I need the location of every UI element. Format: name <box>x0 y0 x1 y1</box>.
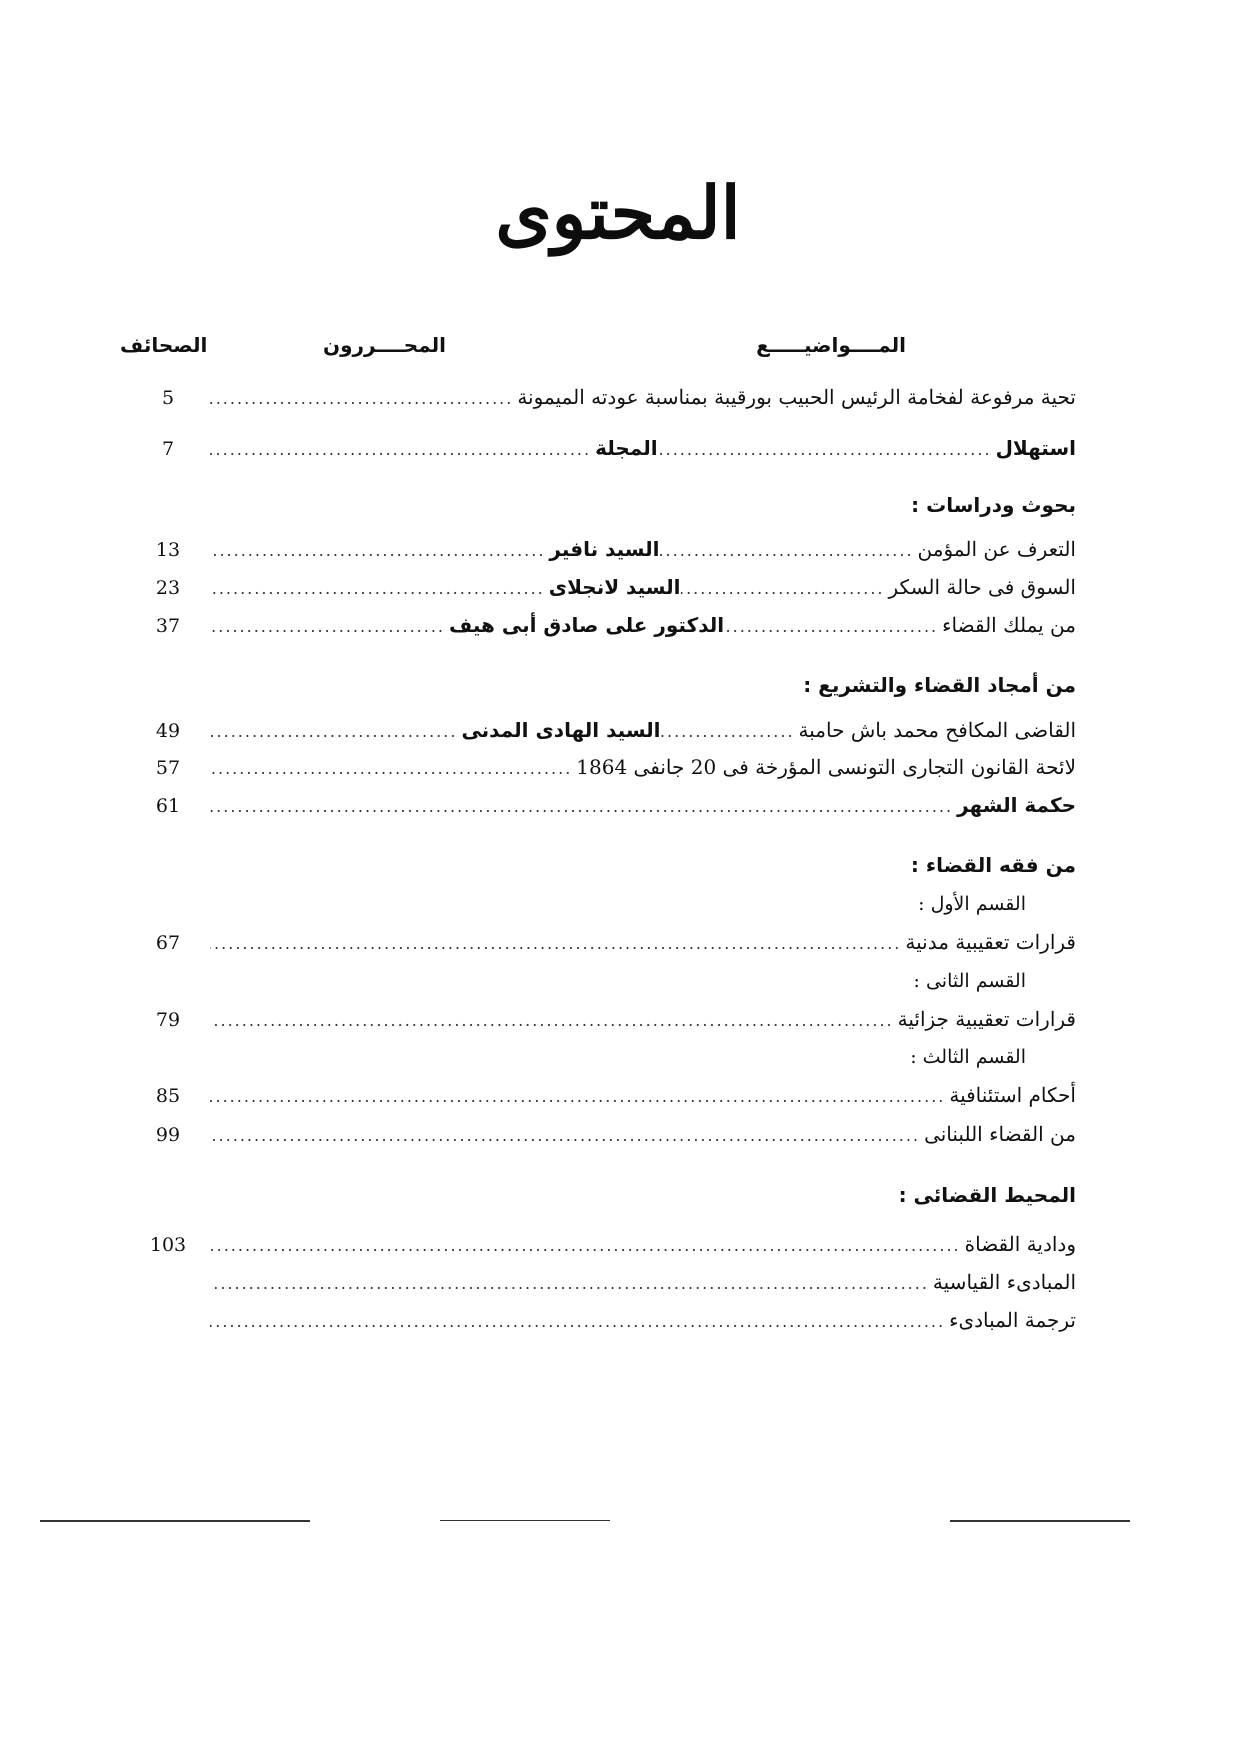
toc-row <box>0 930 1236 966</box>
page-number: 7 <box>161 438 175 460</box>
dot-leader <box>210 389 517 408</box>
entry-title: ترجمة المبادىء <box>949 1308 1076 1332</box>
toc-row <box>0 1308 1236 1344</box>
divider <box>40 1520 310 1522</box>
dot-leader <box>210 579 549 598</box>
page-number: 79 <box>155 1009 181 1031</box>
toc-entry <box>210 613 1076 649</box>
entry-editor: السيد الهادى المدنى <box>461 718 661 742</box>
entry-title: حكمة الشهر <box>957 793 1076 817</box>
toc-entry <box>210 575 1076 611</box>
toc-row <box>0 537 1236 573</box>
dot-leader <box>660 541 918 560</box>
toc-entry <box>210 1122 1076 1158</box>
dot-leader <box>210 1126 924 1145</box>
entry-title: قرارات تعقيبية مدنية <box>905 930 1076 954</box>
toc-entry <box>210 755 1076 791</box>
toc-entry <box>210 930 1076 966</box>
toc-row <box>0 385 1236 421</box>
toc-entry <box>210 1007 1076 1043</box>
dot-leader <box>210 1011 898 1030</box>
dot-leader <box>658 440 996 459</box>
toc-entry <box>210 718 1076 754</box>
dot-leader <box>724 617 942 636</box>
toc-entry <box>210 385 1076 421</box>
dot-leader <box>210 797 957 816</box>
entry-title: لائحة القانون التجارى التونسى المؤرخة فى 20 جانفى 1864 <box>576 755 1076 779</box>
subpart-label: القسم الثانى : <box>913 970 1026 992</box>
page-number: 57 <box>155 757 181 779</box>
dot-leader <box>210 1087 949 1106</box>
entry-title: قرارات تعقيبية جزائية <box>897 1007 1076 1031</box>
entry-title: المبادىء القياسية <box>932 1270 1076 1294</box>
entry-title: السوق فى حالة السكر <box>888 575 1076 599</box>
toc-row <box>0 1270 1236 1306</box>
toc-entry <box>210 436 1076 472</box>
toc-row <box>0 613 1236 649</box>
toc-row <box>0 1083 1236 1119</box>
toc-entry <box>210 1270 1076 1306</box>
toc-row <box>0 1232 1236 1268</box>
dot-leader <box>210 1236 965 1255</box>
header-pages: الصحائف <box>120 333 208 357</box>
divider <box>440 1520 610 1521</box>
page-number: 13 <box>155 539 181 561</box>
toc-entry <box>210 537 1076 573</box>
dot-leader <box>210 934 905 953</box>
toc-row <box>0 575 1236 611</box>
dot-leader <box>210 617 449 636</box>
toc-row <box>0 793 1236 829</box>
dot-leader <box>210 759 576 778</box>
section-heading: المحيط القضائى : <box>898 1183 1076 1207</box>
page-number: 49 <box>155 720 181 742</box>
entry-editor: المجلة <box>595 436 658 460</box>
dot-leader <box>210 1274 933 1293</box>
toc-row <box>0 1122 1236 1158</box>
dot-leader <box>210 541 549 560</box>
page-number: 103 <box>149 1234 187 1256</box>
entry-title: التعرف عن المؤمن <box>917 537 1076 561</box>
page-number: 23 <box>155 577 181 599</box>
toc-row <box>0 1007 1236 1043</box>
page-number: 67 <box>155 932 181 954</box>
toc-entry <box>210 793 1076 829</box>
toc-row <box>0 718 1236 754</box>
page-number: 85 <box>155 1085 181 1107</box>
divider <box>950 1520 1130 1522</box>
subpart-label: القسم الأول : <box>918 893 1026 915</box>
entry-title: من يملك القضاء <box>942 613 1076 637</box>
page-number: 61 <box>155 795 181 817</box>
page-number: 37 <box>155 615 181 637</box>
entry-title: ودادية القضاة <box>964 1232 1076 1256</box>
entry-title: أحكام استئنافية <box>949 1083 1076 1107</box>
entry-editor: السيد نافير <box>549 537 660 561</box>
dot-leader <box>210 722 461 741</box>
entry-title: تحية مرفوعة لفخامة الرئيس الحبيب بورقيبة بمناسبة عودته الميمونة <box>517 385 1076 409</box>
toc-row <box>0 755 1236 791</box>
header-editors: المحــــررون <box>323 333 446 357</box>
entry-title: من القضاء اللبنانى <box>924 1122 1076 1146</box>
entry-editor: الدكتور على صادق أبى هيف <box>449 613 725 637</box>
toc-entry <box>210 1232 1076 1268</box>
entry-editor: السيد لانجلاى <box>548 575 681 599</box>
dot-leader <box>681 579 889 598</box>
toc-entry <box>210 1308 1076 1344</box>
dot-leader <box>210 440 595 459</box>
dot-leader <box>661 722 799 741</box>
header-topics: المــــواضيـــــع <box>756 333 906 357</box>
section-heading: من أمجاد القضاء والتشريع : <box>803 673 1076 697</box>
footer-rules <box>0 1520 1236 1526</box>
page-number: 99 <box>155 1124 181 1146</box>
page-number: 5 <box>161 387 175 409</box>
subpart-label: القسم الثالث : <box>910 1046 1026 1068</box>
section-heading: بحوث ودراسات : <box>911 493 1076 517</box>
section-heading: من فقه القضاء : <box>910 853 1076 877</box>
toc-entry <box>210 1083 1076 1119</box>
toc-row <box>0 436 1236 472</box>
dot-leader <box>210 1312 949 1331</box>
page-title: المحتوى <box>495 170 741 255</box>
entry-title: القاضى المكافح محمد باش حامبة <box>798 718 1076 742</box>
entry-title: استهلال <box>995 436 1076 460</box>
